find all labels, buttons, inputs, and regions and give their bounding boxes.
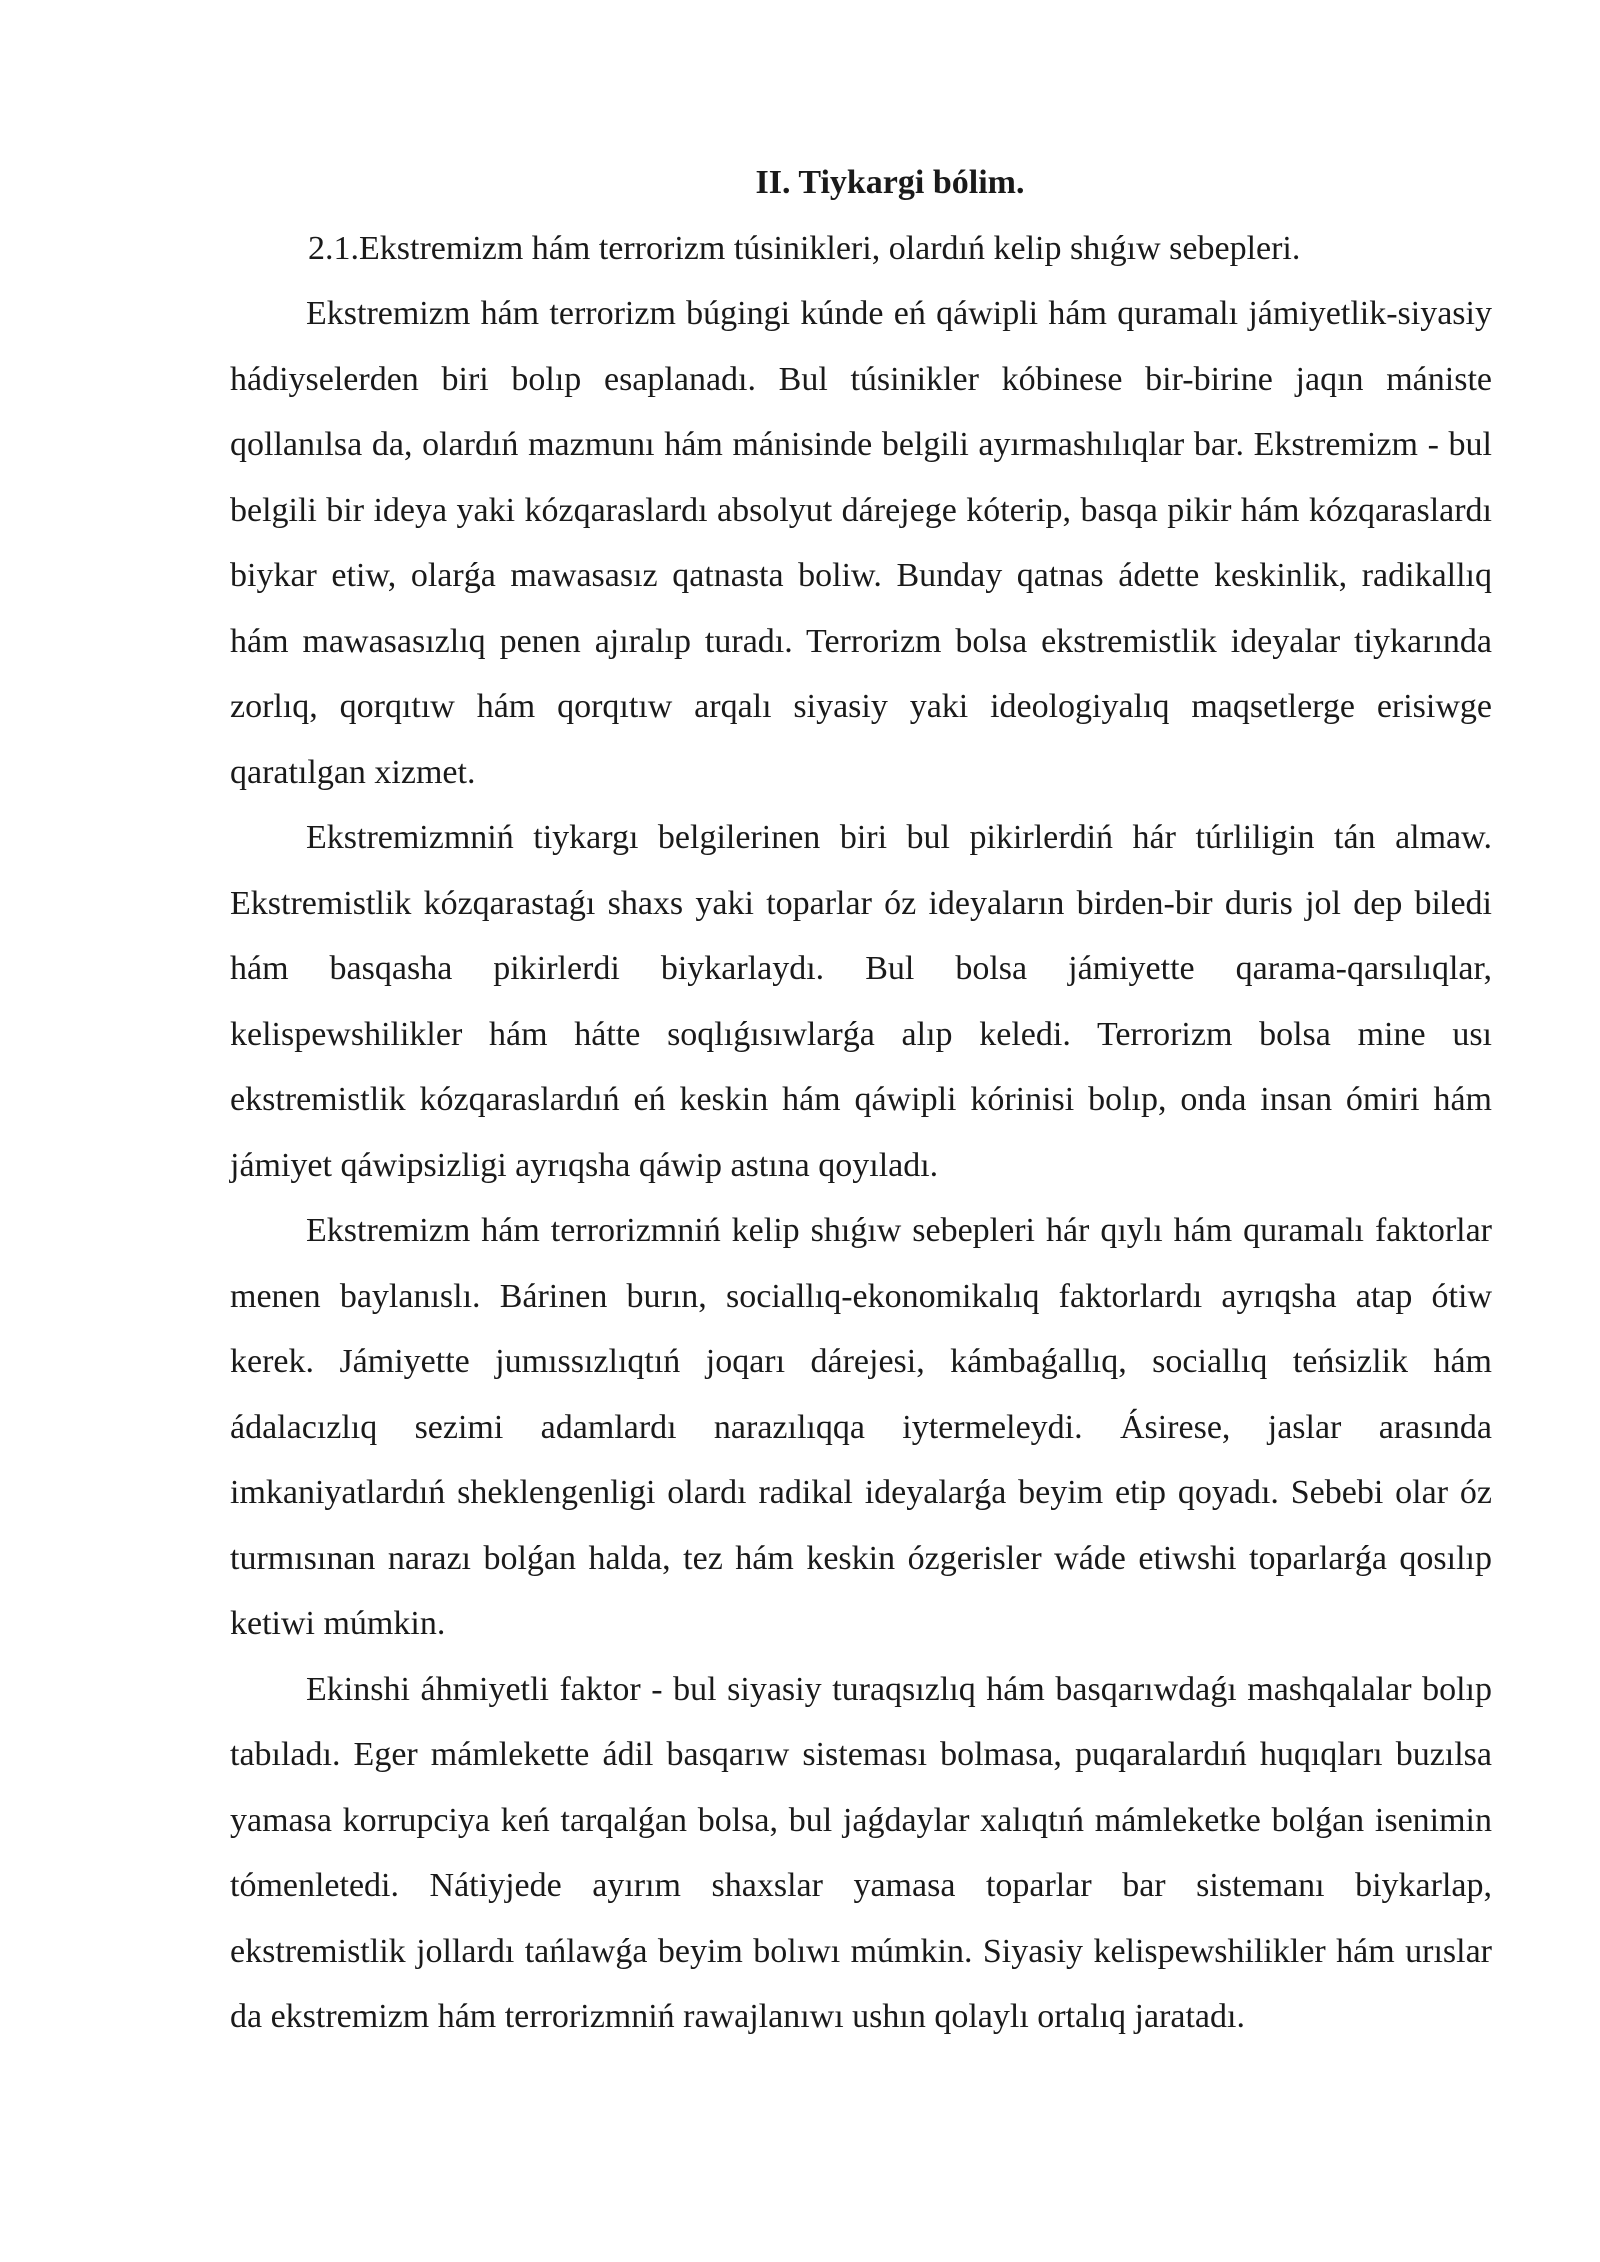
- paragraph: Ekstremizmniń tiykargı belgilerinen biri bul pikirlerdiń hár túrliligin tán almaw. Ekstremistlik kózqarastaǵı shaxs yaki toparlar óz ideyaların birden-bir duris jol dep biledi hám basqasha pikirlerdi biykarlaydı. Bul bolsa jámiyette qarama-qarsılıqlar, kelispewshilikler hám hátte soqlıǵısıwlarǵa alıp keledi. Terrorizm bolsa mine usı ekstremistlik kózqaraslardıń eń keskin hám qáwipli kórinisi bolıp, onda insan ómiri hám jámiyet qáwipsizligi ayrıqsha qáwip astına qoyıladı.: [230, 819, 1492, 1184]
- paragraph: Ekstremizm hám terrorizm búgingi kúnde eń qáwipli hám quramalı jámiyetlik-siyasiy hádiyselerden biri bolıp esaplanadı. Bul túsinikler kóbinese bir-birine jaqın mániste qollanılsa da, olardıń mazmunı hám mánisinde belgili ayırmashılıqlar bar. Ekstremizm - bul belgili bir ideya yaki kózqaraslardı absolyut dárejege kóterip, basqa pikir hám kózqaraslardı biykar etiw, olarǵa mawasasız qatnasta boliw. Bunday qatnas ádette keskinlik, radikallıq hám mawasasızlıq penen ajıralıp turadı. Terrorizm bolsa ekstremistlik ideyalar tiykarında zorlıq, qorqıtıw hám qorqıtıw arqalı siyasiy yaki ideologiyalıq maqsetlerge erisiwge qaratılgan xizmet.: [230, 295, 1492, 791]
- subsection-title: 2.1.Ekstremizm hám terrorizm túsinikleri, olardıń kelip shıǵıw sebepleri.: [308, 229, 1301, 267]
- paragraph: Ekstremizm hám terrorizmniń kelip shıǵıw sebepleri hár qıylı hám quramalı faktorlar menen baylanıslı. Bárinen burın, sociallıq-ekonomikalıq faktorlardı ayrıqsha atap ótiw kerek. Jámiyette jumıssızlıqtıń joqarı dárejesi, kámbaǵallıq, sociallıq teńsizlik hám ádalacızlıq sezimi adamlardı narazılıqqa iytermeleydi. Ásirese, jaslar arasında imkaniyatlardıń sheklengenligi olardı radikal ideyalarǵa beyim etip qoyadı. Sebebi olar óz turmısınan narazı bolǵan halda, tez hám keskin ózgerisler wáde etiwshi toparlarǵa qosılıp ketiwi múmkin.: [230, 1212, 1492, 1642]
- paragraph: Ekinshi áhmiyetli faktor - bul siyasiy turaqsızlıq hám basqarıwdaǵı mashqalalar bolıp tabıladı. Eger mámlekette ádil basqarıw sisteması bolmasa, puqaralardıń huqıqları buzılsa yamasa korrupciya keń tarqalǵan bolsa, bul jaǵdaylar xalıqtıń mámleketke bolǵan isenimin tómenletedi. Nátiyjede ayırım shaxslar yamasa toparlar bar sistemanı biykarlap, ekstremistlik jollardı tańlawǵa beyim bolıwı múmkin. Siyasiy kelispewshilikler hám urıslar da ekstremizm hám terrorizmniń rawajlanıwı ushın qolaylı ortalıq jaratadı.: [230, 1670, 1492, 2035]
- section-title: II. Tiykargi bólim.: [755, 164, 1025, 201]
- document-body: [230, 150, 1492, 2050]
